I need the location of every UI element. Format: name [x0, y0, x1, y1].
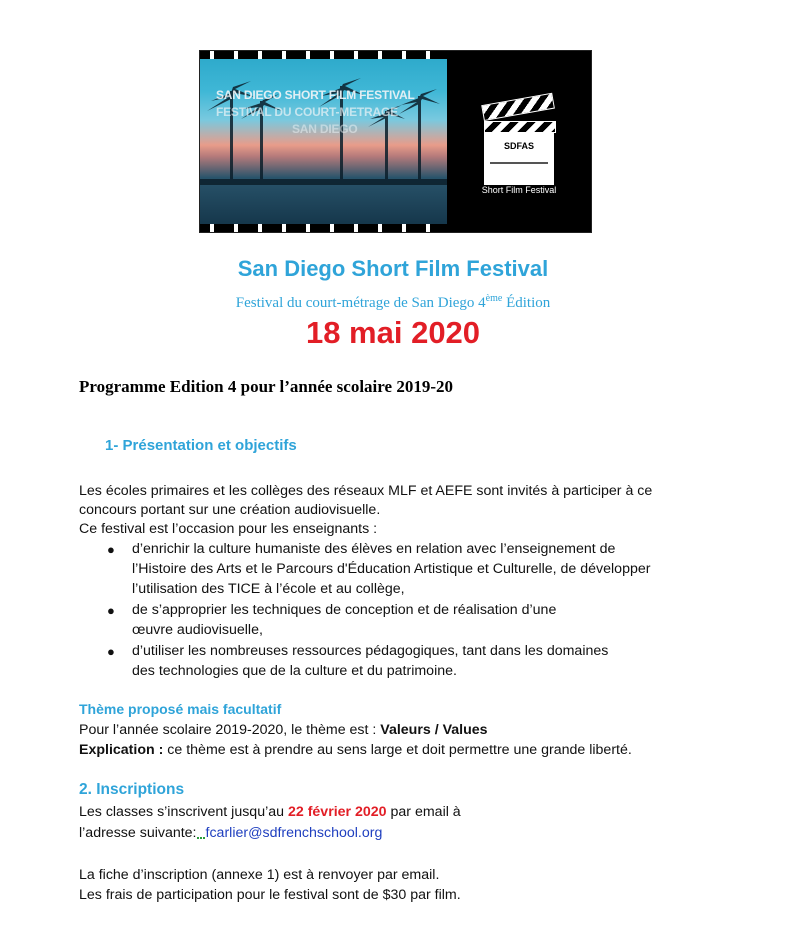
- bullet-marker: ●: [107, 603, 115, 618]
- intro-line-3: Ce festival est l’occasion pour les enseignants :: [79, 521, 378, 537]
- inscription-line-4: Les frais de participation pour le festival sont de $30 par film.: [79, 887, 461, 903]
- bullet-marker: ●: [107, 644, 115, 659]
- palm-trees-illustration: [200, 51, 447, 232]
- palm-beach-photo: [200, 51, 447, 232]
- deadline-date: 22 février 2020: [287, 804, 387, 820]
- programme-heading: Programme Edition 4 pour l’année scolaire 2019-20: [79, 377, 453, 396]
- banner-title: SAN DIEGO SHORT FILM FESTIVAL: [216, 88, 415, 102]
- banner-caption: Short Film Festival: [481, 185, 557, 195]
- inscription-line-3: La fiche d’inscription (annexe 1) est à renvoyer par email.: [79, 867, 440, 883]
- theme-heading: Thème proposé mais facultatif: [79, 701, 282, 717]
- bullet-2-line-2: œuvre audiovisuelle,: [132, 622, 263, 638]
- film-strip-bottom: [200, 224, 447, 232]
- theme-line-2: Explication : ce thème est à prendre au sens large et doit permettre une grande liberté.: [79, 742, 632, 758]
- bullet-marker: ●: [107, 542, 115, 557]
- inscription-line-2: l’adresse suivante: fcarlier@sdfrenchschool.org: [79, 825, 383, 841]
- festival-banner: [199, 50, 592, 233]
- sdfas-logo: SDFAS: [503, 141, 534, 151]
- edition-subtitle: Festival du court-métrage de San Diego 4ème Édition: [235, 293, 551, 311]
- bullet-3-line-1: d’utiliser les nombreuses ressources pédagogiques, tant dans les domaines: [132, 643, 609, 659]
- film-strip-top: [200, 51, 447, 59]
- section-2-heading: 2. Inscriptions: [79, 781, 185, 798]
- theme-line-1: Pour l’année scolaire 2019-2020, le thème est : Valeurs / Values: [79, 722, 488, 738]
- theme-value: Valeurs / Values: [380, 722, 488, 738]
- spellcheck-squiggle: [197, 833, 205, 839]
- festival-date: 18 mai 2020: [305, 315, 481, 350]
- contact-email-link[interactable]: fcarlier@sdfrenchschool.org: [205, 825, 383, 841]
- intro-line-1: Les écoles primaires et les collèges des réseaux MLF et AEFE sont invités à participer à ce: [79, 483, 653, 499]
- clapperboard-panel: [447, 51, 591, 232]
- bullet-1-line-2: l’Histoire des Arts et le Parcours d'Éducation Artistique et Culturelle, de développer: [132, 561, 651, 577]
- clapperboard-icon: [484, 105, 554, 191]
- bullet-2-line-1: de s’approprier les techniques de conception et de réalisation d’une: [132, 602, 557, 618]
- intro-line-2: concours portant sur une création audiovisuelle.: [79, 502, 381, 518]
- banner-city: SAN DIEGO: [292, 122, 358, 136]
- bullet-1-line-1: d’enrichir la culture humaniste des élèves en relation avec l’enseignement de: [132, 541, 616, 557]
- bullet-3-line-2: des technologies que de la culture et du patrimoine.: [132, 663, 457, 679]
- bullet-1-line-3: l’utilisation des TICE à l’école et au collège,: [132, 581, 405, 597]
- banner-subtitle: FESTIVAL DU COURT-METRAGE: [216, 105, 398, 119]
- inscription-line-1: Les classes s’inscrivent jusqu’au 22 février 2020 par email à: [79, 804, 461, 820]
- section-1-heading: 1- Présentation et objectifs: [105, 437, 297, 454]
- page-title: San Diego Short Film Festival: [237, 256, 549, 281]
